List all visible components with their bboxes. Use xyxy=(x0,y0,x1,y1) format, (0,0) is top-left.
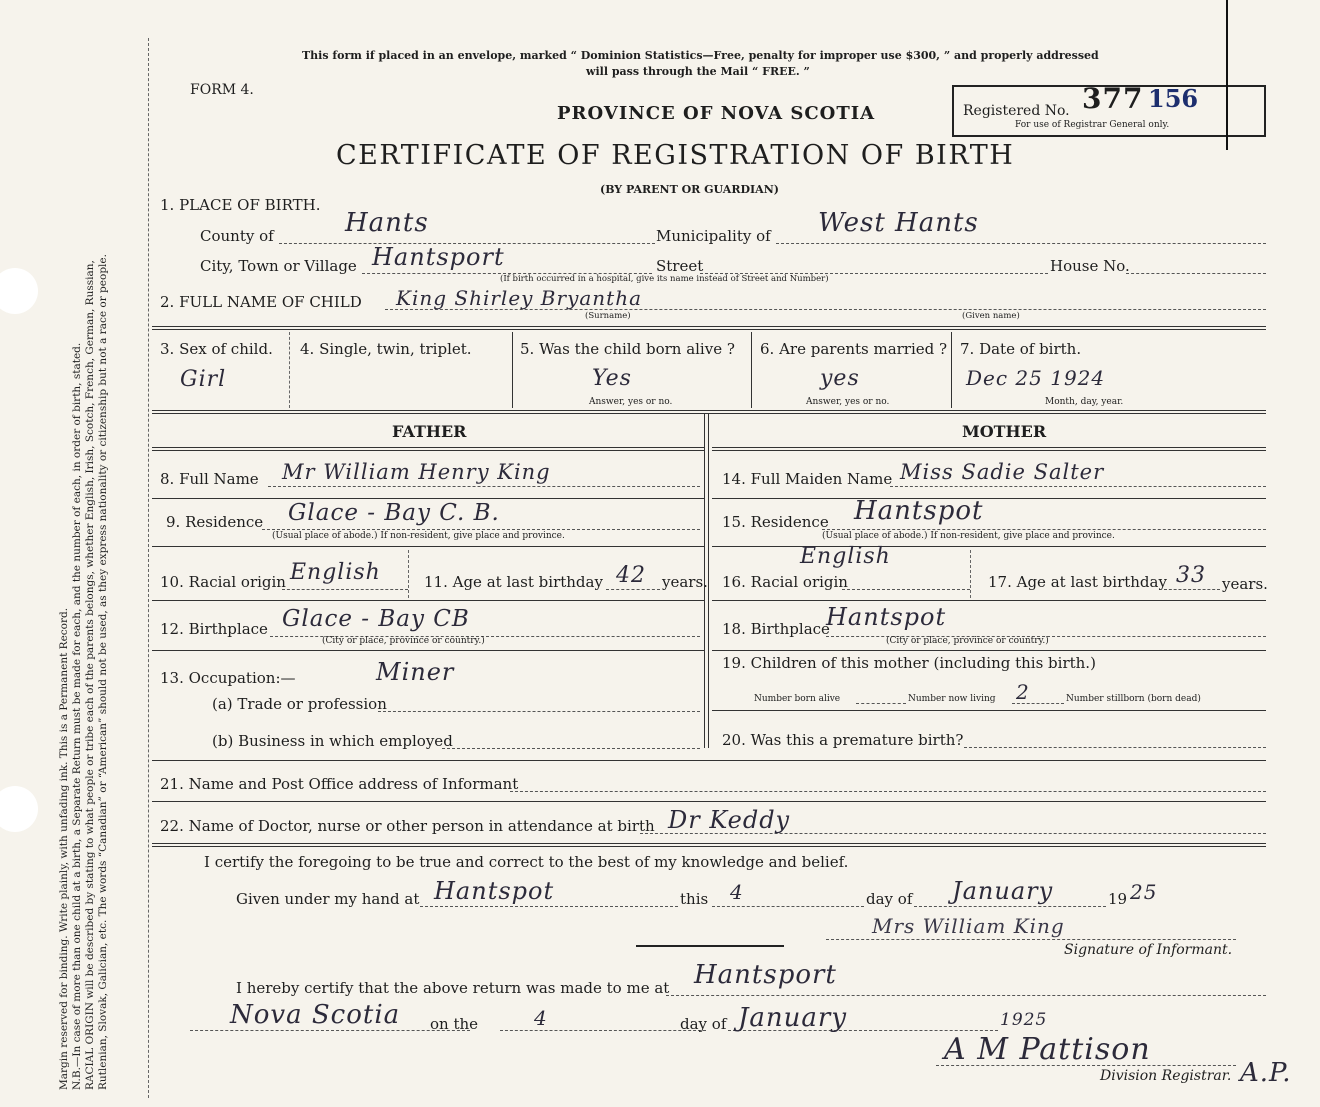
rule-f1 xyxy=(152,447,704,448)
registrar-place-value: Hantsport xyxy=(694,960,837,990)
plurality-label: 4. Single, twin, triplet. xyxy=(300,340,472,358)
reg-day-value: 4 xyxy=(534,1006,548,1030)
child-name-label: 2. FULL NAME OF CHILD xyxy=(160,293,362,311)
binding-hole-bottom xyxy=(0,786,38,832)
mother-residence-value: Hantspot xyxy=(854,496,984,526)
sep-4 xyxy=(512,332,513,408)
margin-line-3: RACIAL ORIGIN will be described by stating to what people or tribe each of the parents belongs, whether English, Irish, Scotch, French, German, Russian, xyxy=(84,260,96,1090)
month-line xyxy=(914,906,1106,907)
mother-birthplace-label: 18. Birthplace xyxy=(722,620,830,638)
day-line xyxy=(712,906,864,907)
certificate-title: CERTIFICATE OF REGISTRATION OF BIRTH xyxy=(336,140,1015,171)
mother-heading: MOTHER xyxy=(962,422,1047,441)
father-age-value: 42 xyxy=(616,563,646,588)
married-answer-note: Answer, yes or no. xyxy=(806,397,890,407)
rule-2 xyxy=(152,410,1266,411)
mother-name-value: Miss Sadie Salter xyxy=(900,460,1105,484)
place-of-birth-label: 1. PLACE OF BIRTH. xyxy=(160,196,321,214)
on-the-label: on the xyxy=(430,1015,479,1033)
alive-answer-note: Answer, yes or no. xyxy=(589,397,673,407)
rule-5b xyxy=(152,846,1266,847)
father-birthplace-label: 12. Birthplace xyxy=(160,620,268,638)
mother-abode-note: (Usual place of abode.) If non-resident, give place and province. xyxy=(822,531,1115,541)
certificate-subtitle: (BY PARENT OR GUARDIAN) xyxy=(600,183,779,196)
father-abode-note: (Usual place of abode.) If non-resident, give place and province. xyxy=(272,531,565,541)
margin-line-2: N.B.—In case of more than one child at a birth, a Separate Return must be made for each, and the number of each, in order of birth, stated. xyxy=(71,342,83,1090)
father-name-line xyxy=(268,486,700,487)
certify-statement: I certify the foregoing to be true and correct to the best of my knowledge and belief. xyxy=(204,853,849,871)
given-place-line xyxy=(420,906,678,907)
registrar-use-note: For use of Registrar General only. xyxy=(1015,120,1170,130)
registered-number-stamped: 156 xyxy=(1148,84,1199,113)
father-residence-line xyxy=(262,529,700,530)
registered-label: Registered No. xyxy=(963,103,1070,119)
binding-hole-top xyxy=(0,268,38,314)
mother-race-value: English xyxy=(800,544,891,569)
rule-m1 xyxy=(712,447,1266,448)
stillborn-label: Number stillborn (born dead) xyxy=(1066,694,1201,704)
street-label: Street xyxy=(656,257,704,275)
father-heading: FATHER xyxy=(392,422,467,441)
mail-notice-2: will pass through the Mail “ FREE. ” xyxy=(586,65,810,78)
father-years: years. xyxy=(662,573,708,591)
registrar-province-value: Nova Scotia xyxy=(230,1000,401,1030)
municipality-label: Municipality of xyxy=(656,227,771,245)
father-residence-value: Glace - Bay C. B. xyxy=(288,500,500,526)
house-line xyxy=(1126,273,1266,274)
father-occupation-value: Miner xyxy=(376,658,455,686)
child-name-value: King Shirley Bryantha xyxy=(396,286,643,310)
informant-sig-label: Signature of Informant. xyxy=(1064,942,1233,958)
rule-f5 xyxy=(152,650,704,651)
surname-note: (Surname) xyxy=(585,311,631,321)
rule-f3 xyxy=(152,546,704,547)
father-age-label: 11. Age at last birthday xyxy=(424,573,603,591)
city-label: City, Town or Village xyxy=(200,257,357,275)
rule-1b xyxy=(152,329,1266,330)
father-race-line xyxy=(282,589,408,590)
rule-m4 xyxy=(712,600,1266,601)
month-value: January xyxy=(952,877,1054,905)
informant-sig-line xyxy=(826,939,1236,940)
stamp-mark xyxy=(1226,0,1228,150)
registrar-place-line xyxy=(666,995,1266,996)
father-name-label: 8. Full Name xyxy=(160,470,259,488)
date-value: Dec 25 1924 xyxy=(966,366,1106,390)
reg-day-of-label: day of xyxy=(680,1015,727,1033)
municipality-value: West Hants xyxy=(818,208,979,238)
given-name-note: (Given name) xyxy=(962,311,1020,321)
registrar-statement: I hereby certify that the above return was made to me at xyxy=(236,979,670,997)
father-residence-label: 9. Residence xyxy=(166,513,264,531)
date-label: 7. Date of birth. xyxy=(960,340,1082,358)
informant-line xyxy=(510,791,1266,792)
rule-1 xyxy=(152,326,1266,327)
mother-age-line xyxy=(1164,589,1220,590)
mother-race-line xyxy=(842,589,970,590)
alive-label: 5. Was the child born alive ? xyxy=(520,340,735,358)
mother-birthplace-note: (City or place, province or country.) xyxy=(886,636,1049,646)
mail-notice-1: This form if placed in an envelope, marked “ Dominion Statistics—Free, penalty for improper use $300, ” and properly addressed xyxy=(302,49,1099,62)
mother-birthplace-value: Hantspot xyxy=(826,603,947,631)
county-value: Hants xyxy=(345,208,429,238)
sep-16 xyxy=(970,550,971,598)
reg-day-line xyxy=(500,1030,706,1031)
sep-6 xyxy=(951,332,952,408)
rule-2b xyxy=(152,413,1266,414)
margin-line-4: Rutlenian, Slovak, Galician, etc. The words “Canadian” or “American” should not be used, as they express nationality or citizenship but not a race or people. xyxy=(97,254,109,1090)
business-label: (b) Business in which employed xyxy=(212,732,453,750)
registrar-initials: A.P. xyxy=(1240,1058,1292,1088)
given-place-value: Hantspot xyxy=(434,877,555,905)
day-value: 4 xyxy=(730,880,744,904)
sex-value: Girl xyxy=(180,367,227,392)
informant-label: 21. Name and Post Office address of Informant xyxy=(160,775,519,793)
mother-residence-label: 15. Residence xyxy=(722,513,829,531)
father-race-label: 10. Racial origin xyxy=(160,573,286,591)
mother-name-line xyxy=(890,486,1266,487)
rule-f1b xyxy=(152,450,704,451)
father-birthplace-note: (City or place, province or country.) xyxy=(322,636,485,646)
short-rule xyxy=(636,945,784,947)
margin-instructions xyxy=(58,40,110,1090)
mother-years: years. xyxy=(1222,575,1268,593)
living-value: 2 xyxy=(1016,680,1030,704)
father-birthplace-value: Glace - Bay CB xyxy=(282,606,470,632)
doctor-value: Dr Keddy xyxy=(668,806,791,834)
alive-value: Yes xyxy=(592,366,632,391)
mother-residence-line xyxy=(822,529,1266,530)
margin-line-1: Margin reserved for binding. Write plainly, with unfading ink. This is a Permanent Record. xyxy=(58,607,70,1090)
registrar-province-line xyxy=(190,1030,470,1031)
doctor-label: 22. Name of Doctor, nurse or other person in attendance at birth xyxy=(160,817,655,835)
sep-5 xyxy=(751,332,752,408)
municipality-line xyxy=(776,243,1266,244)
mother-name-label: 14. Full Maiden Name xyxy=(722,470,893,488)
mother-age-value: 33 xyxy=(1176,563,1206,588)
rule-f4 xyxy=(152,600,704,601)
children-label: 19. Children of this mother (including this birth.) xyxy=(722,654,1096,672)
living-label: Number now living xyxy=(908,694,996,704)
rule-f2 xyxy=(152,498,704,499)
trade-line xyxy=(378,711,700,712)
sex-label: 3. Sex of child. xyxy=(160,340,273,358)
given-label: Given under my hand at xyxy=(236,890,420,908)
rule-4 xyxy=(152,801,1266,802)
rule-3 xyxy=(152,760,1266,761)
year-printed: 19 xyxy=(1108,890,1128,908)
registrar-sig-line xyxy=(936,1065,1236,1066)
registrar-signature: A M Pattison xyxy=(944,1032,1151,1067)
father-occupation-label: 13. Occupation:— xyxy=(160,669,296,687)
this-label: this xyxy=(680,890,709,908)
father-name-value: Mr William Henry King xyxy=(282,460,551,484)
year-value: 25 xyxy=(1130,880,1158,904)
reg-month-value: January xyxy=(738,1003,848,1033)
reg-year-value: 1925 xyxy=(1000,1010,1048,1030)
rule-m5 xyxy=(712,650,1266,651)
column-divider-2 xyxy=(708,414,709,748)
rule-m1b xyxy=(712,450,1266,451)
registrar-label: Division Registrar. xyxy=(1100,1068,1232,1084)
form-number: FORM 4. xyxy=(190,82,254,98)
binding-margin-line xyxy=(148,38,149,1098)
date-note: Month, day, year. xyxy=(1045,397,1124,407)
business-line xyxy=(442,748,700,749)
city-value: Hantsport xyxy=(372,243,505,271)
rule-m3 xyxy=(712,546,1266,547)
registered-number-printed: 377 xyxy=(1082,82,1144,115)
born-alive-label: Number born alive xyxy=(754,694,841,704)
rule-m6 xyxy=(712,710,1266,711)
premature-label: 20. Was this a premature birth? xyxy=(722,731,964,749)
sep-10 xyxy=(408,550,409,598)
premature-line xyxy=(964,747,1266,748)
day-of-label: day of xyxy=(866,890,913,908)
house-label: House No. xyxy=(1050,257,1130,275)
rule-5 xyxy=(152,843,1266,844)
informant-signature: Mrs William King xyxy=(872,914,1065,938)
hospital-note: (If birth occurred in a hospital, give its name instead of Street and Number) xyxy=(500,274,829,284)
trade-label: (a) Trade or profession xyxy=(212,695,387,713)
sep-3 xyxy=(289,332,290,408)
mother-race-label: 16. Racial origin xyxy=(722,573,848,591)
father-age-line xyxy=(606,589,660,590)
county-label: County of xyxy=(200,227,274,245)
mother-age-label: 17. Age at last birthday xyxy=(988,573,1167,591)
born-alive-line xyxy=(856,703,906,704)
province-title: PROVINCE OF NOVA SCOTIA xyxy=(557,103,876,124)
father-race-value: English xyxy=(290,560,381,585)
rule-m2 xyxy=(712,498,1266,499)
married-label: 6. Are parents married ? xyxy=(760,340,948,358)
married-value: yes xyxy=(820,366,860,391)
